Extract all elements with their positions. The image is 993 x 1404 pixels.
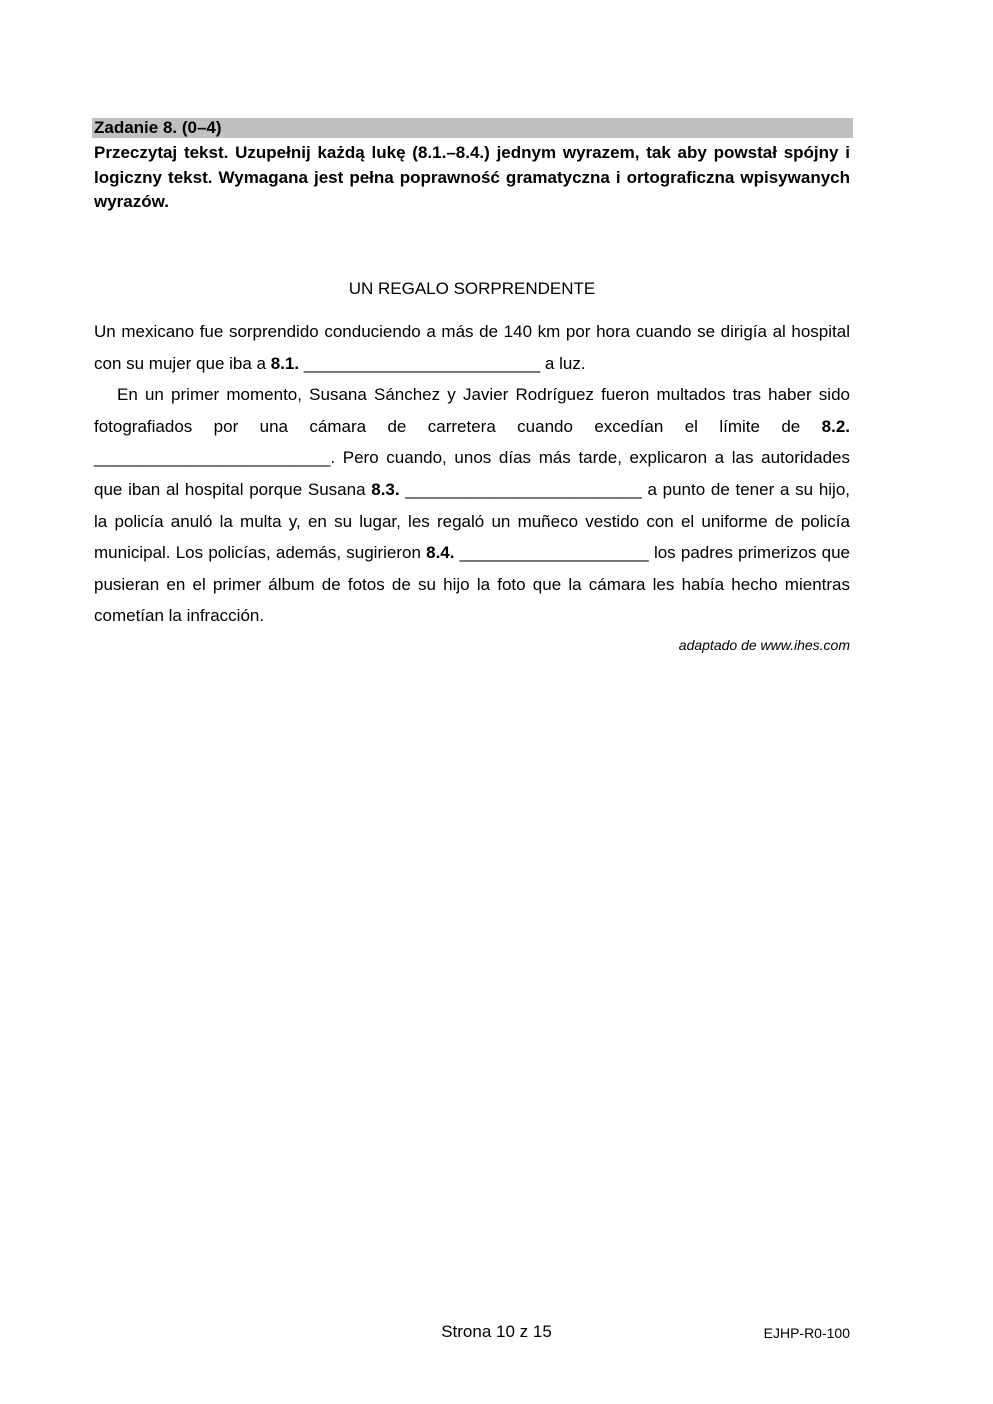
task-header: Zadanie 8. (0–4) — [92, 118, 853, 138]
exam-code: EJHP-R0-100 — [763, 1325, 850, 1341]
page-number: Strona 10 z 15 — [441, 1322, 552, 1341]
gap-8-4-blank[interactable]: ____________________ — [459, 543, 649, 563]
paragraph-1-text-a: Un mexicano fue sorprendido conduciendo a más de 140 km por hora cuando se dirigía al hospital con su mujer que iba a — [94, 322, 850, 373]
paragraph-1 — [94, 316, 850, 379]
gap-8-3-number: 8.3. — [371, 479, 400, 499]
gap-8-2-number: 8.2. — [821, 416, 850, 436]
reading-passage — [94, 316, 850, 632]
text-title: UN REGALO SORPRENDENTE — [348, 279, 596, 298]
gap-8-4-number: 8.4. — [426, 543, 455, 563]
task-instruction: Przeczytaj tekst. Uzupełnij każdą lukę (8.1.–8.4.) jednym wyrazem, tak aby powstał spójny i logiczny tekst. Wymagana jest pełna poprawność gramatyczna i ortograficzna wpisywanych wyrazów. — [94, 143, 850, 211]
gap-8-1-number: 8.1. — [270, 353, 300, 373]
gap-8-1-blank[interactable]: _________________________ — [303, 353, 541, 373]
paragraph-2-text-a: En un primer momento, Susana Sánchez y Javier Rodríguez fueron multados tras haber sido fotografiados por una cámara de carretera cuando excedían el límite de — [94, 385, 850, 436]
paragraph-1-text-b: a luz. — [540, 353, 586, 373]
gap-8-3-blank[interactable]: _________________________ — [405, 479, 642, 499]
paragraph-2-text-c: a punto de tener a su hijo, la policía anuló la multa y, en su lugar, les regaló un muñeco vestido con el uniforme de policía municipal. Los policías, además, sugirieron — [94, 479, 851, 563]
paragraph-2 — [94, 379, 850, 632]
paragraph-2-text-d: los padres primerizos que pusieran en el primer álbum de fotos de su hijo la foto que la cámara les había hecho mientras cometían la infracción. — [94, 543, 850, 626]
gap-8-2-blank[interactable]: _________________________ — [94, 448, 331, 468]
paragraph-2-text-b: . Pero cuando, unos días más tarde, explicaron a las autoridades que iban al hospital porque Susana — [94, 448, 850, 499]
text-source: adaptado de www.ihes.com — [678, 637, 850, 653]
